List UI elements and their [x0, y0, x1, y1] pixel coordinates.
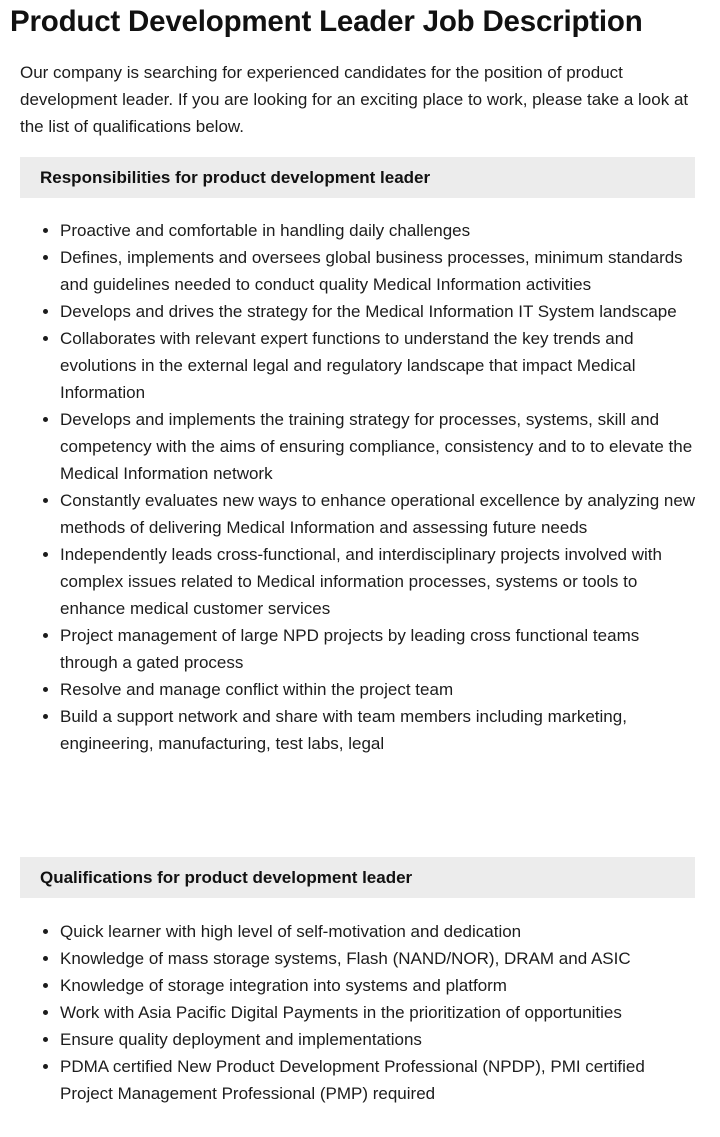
responsibilities-list	[20, 217, 700, 757]
list-item: • Collaborates with relevant expert functions to understand the key trends and evolutions in the external legal and regulatory landscape that impact Medical Information	[60, 325, 700, 406]
responsibilities-heading: Responsibilities for product development leader	[20, 157, 695, 198]
list-item: • Build a support network and share with team members including marketing, engineering, manufacturing, test labs, legal	[60, 703, 700, 757]
list-item: • Work with Asia Pacific Digital Payments in the prioritization of opportunities	[60, 999, 700, 1026]
qualifications-heading: Qualifications for product development leader	[20, 857, 695, 898]
list-item: • Defines, implements and oversees global business processes, minimum standards and guidelines needed to conduct quality Medical Information activities	[60, 244, 700, 298]
list-item: • Resolve and manage conflict within the project team	[60, 676, 700, 703]
list-item: • Knowledge of storage integration into systems and platform	[60, 972, 700, 999]
list-item: • Knowledge of mass storage systems, Flash (NAND/NOR), DRAM and ASIC	[60, 945, 700, 972]
qualifications-list	[20, 918, 700, 1107]
list-item: • Develops and implements the training strategy for processes, systems, skill and competency with the aims of ensuring compliance, consistency and to to elevate the Medical Information network	[60, 406, 700, 487]
list-item: • Quick learner with high level of self-motivation and dedication	[60, 918, 700, 945]
intro-paragraph: Our company is searching for experienced candidates for the position of product development leader. If you are looking for an exciting place to work, please take a look at the list of qualifications below.	[20, 63, 689, 136]
list-item: • Independently leads cross-functional, and interdisciplinary projects involved with complex issues related to Medical information processes, systems or tools to enhance medical customer services	[60, 541, 700, 622]
list-item: • Ensure quality deployment and implementations	[60, 1026, 700, 1053]
list-item: • Constantly evaluates new ways to enhance operational excellence by analyzing new methods of delivering Medical Information and assessing future needs	[60, 487, 700, 541]
list-item: • Project management of large NPD projects by leading cross functional teams through a gated process	[60, 622, 700, 676]
list-item: • PDMA certified New Product Development Professional (NPDP), PMI certified Project Management Professional (PMP) required	[60, 1053, 700, 1107]
page-title: Product Development Leader Job Description	[10, 5, 643, 38]
list-item: • Develops and drives the strategy for the Medical Information IT System landscape	[60, 298, 700, 325]
list-item: • Proactive and comfortable in handling daily challenges	[60, 217, 700, 244]
